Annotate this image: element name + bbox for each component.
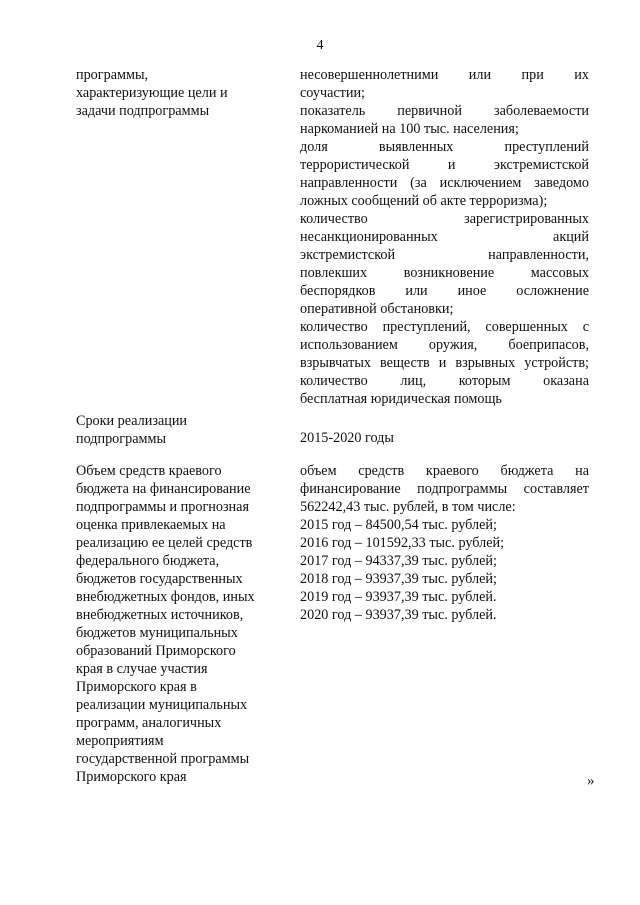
row3-label-line: Объем средств краевого (76, 463, 222, 479)
row1-value-line: использованием оружия, боеприпасов, (300, 337, 589, 353)
row2-value-line: 2015-2020 годы (300, 430, 394, 446)
row3-label-line: подпрограммы и прогнозная (76, 499, 249, 515)
row3-value-line: 2020 год – 93937,39 тыс. рублей. (300, 607, 497, 623)
row3-value-line: 2018 год – 93937,39 тыс. рублей; (300, 571, 497, 587)
row3-value-line: финансирование подпрограммы составляет (300, 481, 589, 497)
row1-value-line: взрывчатых веществ и взрывных устройств; (300, 355, 589, 371)
row3-label-line: федерального бюджета, (76, 553, 220, 569)
row3-label-line: Приморского края (76, 769, 187, 785)
row3-value-line: 2017 год – 94337,39 тыс. рублей; (300, 553, 497, 569)
row1-label-line: программы, (76, 67, 149, 83)
row3-label (76, 462, 276, 786)
row3-label-line: внебюджетных фондов, иных (76, 589, 255, 605)
row1-value-line: ложных сообщений об акте терроризма); (300, 193, 548, 209)
row3-label-line: внебюджетных источников, (76, 607, 244, 623)
row2-value (300, 429, 589, 447)
row3-label-line: бюджетов муниципальных (76, 625, 238, 641)
row3-label-line: края в случае участия (76, 661, 208, 677)
row1-value-line: наркоманией на 100 тыс. населения; (300, 121, 519, 137)
row1-label (76, 66, 276, 120)
row3-value-line: объем средств краевого бюджета на (300, 463, 589, 479)
row1-value-line: доля выявленных преступлений (300, 139, 589, 155)
row1-value (300, 66, 589, 408)
row2-label-line: подпрограммы (76, 431, 166, 447)
row1-value-line: несанкционированных акций (300, 229, 589, 245)
row3-label-line: государственной программы (76, 751, 250, 767)
row3-value-line: 2015 год – 84500,54 тыс. рублей; (300, 517, 497, 533)
row3-value-line: 562242,43 тыс. рублей, в том числе: (300, 499, 516, 515)
row3-label-line: бюджета на финансирование (76, 481, 251, 497)
row3-label-line: образований Приморского (76, 643, 236, 659)
row1-label-line: задачи подпрограммы (76, 103, 210, 119)
row3-value-line: 2019 год – 93937,39 тыс. рублей. (300, 589, 497, 605)
row1-label-line: характеризующие цели и (76, 85, 228, 101)
row1-value-line: соучастии; (300, 85, 366, 101)
row1-value-line: оперативной обстановки; (300, 301, 454, 317)
row1-value-line: направленности (за исключением заведомо (300, 175, 589, 191)
row1-value-line: повлекших возникновение массовых (300, 265, 589, 281)
row1-value-line: беспорядков или иное осложнение (300, 283, 589, 299)
row1-value-line: количество лиц, которым оказана (300, 373, 589, 389)
row3-label-line: мероприятиям (76, 733, 164, 749)
row1-value-line: показатель первичной заболеваемости (300, 103, 589, 119)
row3-label-line: программ, аналогичных (76, 715, 222, 731)
row3-value-line: 2016 год – 101592,33 тыс. рублей; (300, 535, 505, 551)
row1-value-line: бесплатная юридическая помощь (300, 391, 502, 407)
row3-label-line: оценка привлекаемых на (76, 517, 226, 533)
closing-quote: » (587, 773, 595, 789)
row3-value (300, 462, 589, 624)
row3-label-line: бюджетов государственных (76, 571, 243, 587)
row1-value-line: количество преступлений, совершенных с (300, 319, 589, 335)
row2-label (76, 412, 276, 448)
row1-value-line: экстремистской направленности, (300, 247, 589, 263)
row3-label-line: реализации муниципальных (76, 697, 248, 713)
row3-label-line: Приморского края в (76, 679, 197, 695)
row1-value-line: террористической и экстремистской (300, 157, 589, 173)
page-number: 4 (316, 38, 324, 53)
row1-value-line: несовершеннолетними или при их (300, 67, 589, 83)
row2-label-line: Сроки реализации (76, 413, 188, 429)
row3-label-line: реализацию ее целей средств (76, 535, 253, 551)
row1-value-line: количество зарегистрированных (300, 211, 589, 227)
